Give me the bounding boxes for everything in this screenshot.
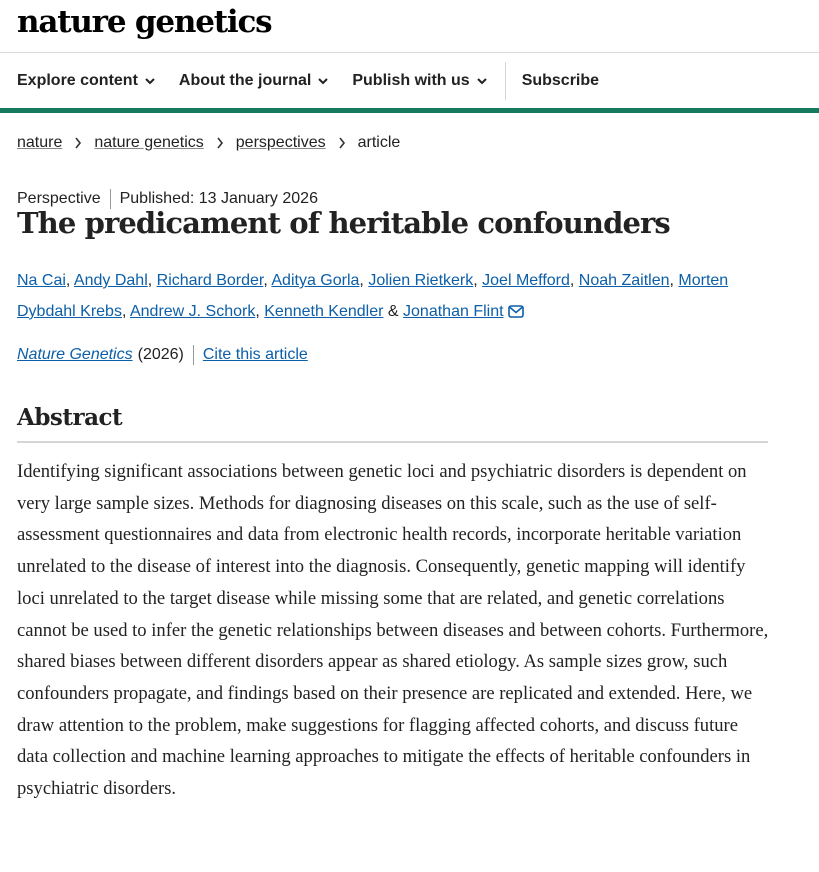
nav-publish-with-us[interactable] (352, 72, 486, 90)
chevron-right-icon (338, 137, 346, 149)
abstract-heading: Abstract (17, 404, 768, 443)
author-name: Jonathan Flint (403, 303, 504, 320)
mail-icon (508, 305, 524, 318)
author-link[interactable]: Andy Dahl (73, 272, 148, 289)
main-nav (0, 53, 819, 113)
nav-item-label: Publish with us (352, 71, 470, 89)
published-date: Published: 13 January 2026 (119, 190, 318, 207)
abstract-text: Identifying significant associations between genetic loci and psychiatric disorders is dependent on very large sample sizes. Methods for diagnosing diseases on this scale, such as the use of self-assessment questionnaires and data from electronic health records, incorporate heritable variation unrelated to the disease of interest into the diagnosis. Consequently, genetic mapping will identify loci unrelated to the target disease while missing some that are related, and genetic correlations cannot be used to infer the genetic relationships between diseases and between cohorts. Furthermore, shared biases between different disorders appear as shared etiology. As sample sizes grow, such confounders propagate, and findings based on their presence are replicated and extended. Here, we draw attention to the problem, make suggestions for flagging affected cohorts, and discuss future data collection and machine learning approaches to mitigate the effects of heritable confounders in psychiatric disorders. (17, 461, 769, 800)
author-link[interactable]: Aditya Gorla (271, 272, 360, 289)
breadcrumb-link-nature[interactable]: nature (17, 134, 63, 151)
nav-subscribe[interactable]: Subscribe (521, 71, 600, 89)
publication-year: (2026) (137, 346, 184, 363)
chevron-down-icon (145, 76, 155, 86)
breadcrumb-link-perspectives[interactable]: perspectives (235, 134, 326, 151)
author-link[interactable]: Morten Dybdahl Krebs (17, 272, 729, 320)
nav-item-label: Explore content (17, 71, 138, 89)
article-title: The predicament of heritable confounders (17, 206, 670, 240)
journal-link[interactable]: Nature Genetics (17, 346, 133, 363)
chevron-down-icon (318, 76, 328, 86)
author-link[interactable]: Richard Border (156, 272, 264, 289)
citation-divider (193, 345, 194, 365)
masthead (0, 0, 819, 53)
nav-divider (505, 62, 506, 100)
cite-this-article-link[interactable]: Cite this article (202, 346, 308, 363)
nav-item-label: About the journal (178, 71, 312, 89)
chevron-right-icon (74, 137, 82, 149)
nav-about-journal[interactable] (179, 72, 328, 90)
author-link[interactable]: Joel Mefford (482, 272, 570, 289)
author-list: Na Cai, Andy Dahl, Richard Border, Aditya Gorla, Jolien Rietkerk, Joel Mefford, Noah Zaitlen, Morten Dybdahl Krebs, Andrew J. Schork, Kenneth Kendler & Jonathan Flint (17, 272, 729, 320)
author-link[interactable]: Jolien Rietkerk (368, 272, 474, 289)
author-link[interactable]: Noah Zaitlen (578, 272, 670, 289)
author-link[interactable]: Kenneth Kendler (264, 303, 384, 320)
chevron-down-icon (477, 76, 487, 86)
chevron-right-icon (216, 137, 224, 149)
site-logo[interactable]: nature genetics (17, 4, 272, 40)
corresponding-author-link[interactable] (403, 303, 524, 320)
nav-explore-content[interactable] (17, 72, 155, 90)
author-joiner: & (387, 303, 399, 320)
citation-line (17, 345, 308, 365)
author-link[interactable]: Na Cai (17, 272, 66, 289)
breadcrumb-link-nature-genetics[interactable]: nature genetics (94, 134, 204, 151)
breadcrumb-current: article (357, 134, 401, 151)
article-type: Perspective (17, 190, 101, 207)
author-link[interactable]: Andrew J. Schork (129, 303, 256, 320)
breadcrumb (17, 134, 400, 152)
